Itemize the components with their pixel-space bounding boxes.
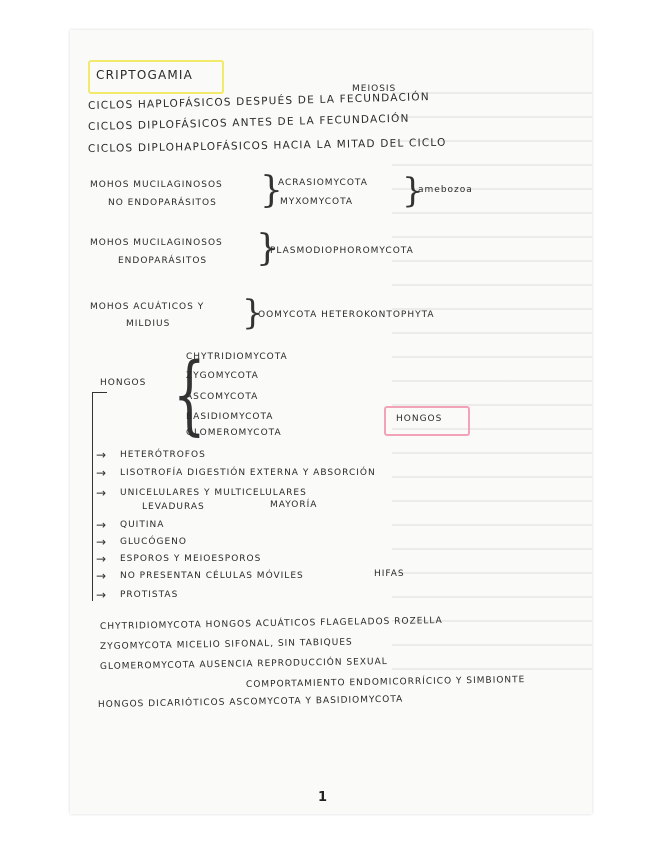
trait-8: PROTISTAS bbox=[120, 590, 179, 600]
arrow-2: → bbox=[96, 466, 107, 480]
group1-left-1: MOHOS MUCILAGINOSOS bbox=[90, 180, 223, 190]
trait-7: NO PRESENTAN CÉLULAS MÓVILES bbox=[120, 571, 304, 581]
arrow-5: → bbox=[96, 535, 107, 549]
page-number: 1 bbox=[318, 790, 328, 805]
arrow-1: → bbox=[96, 448, 107, 462]
summary-4: COMPORTAMIENTO ENDOMICORRÍCICO Y SIMBIONTE bbox=[245, 675, 526, 690]
hongos-box-label: HONGOS bbox=[396, 414, 443, 424]
summary-2: ZYGOMYCOTA MICELIO SIFONAL, SIN TABIQUES bbox=[99, 637, 353, 652]
phylum-3: ASCOMYCOTA bbox=[186, 392, 259, 402]
arrow-7: → bbox=[96, 569, 107, 583]
phylum-2: ZYGOMYCOTA bbox=[186, 371, 259, 381]
group1-brace-right: } bbox=[402, 171, 424, 211]
group2-left-1: MOHOS MUCILAGINOSOS bbox=[90, 238, 223, 248]
cycle-line-2: CICLOS DIPLOFÁSICOS ANTES DE LA FECUNDACIÓN bbox=[87, 112, 410, 133]
arrow-6: → bbox=[96, 552, 107, 566]
phylum-4: BASIDIOMYCOTA bbox=[186, 412, 274, 422]
phylum-5: GLOMEROMYCOTA bbox=[186, 428, 282, 438]
hongos-brace: } bbox=[172, 345, 206, 445]
arrow-3: → bbox=[96, 486, 107, 500]
trait-5: GLUCÓGENO bbox=[120, 537, 187, 547]
group1-brace-left: } bbox=[260, 170, 283, 211]
trait-7-note-hifas: HIFAS bbox=[374, 569, 405, 579]
bleed-through-texture bbox=[392, 70, 592, 670]
trait-3: UNICELULARES Y MULTICELULARES bbox=[120, 488, 307, 498]
cycle-line-3: CICLOS DIPLOHAPLOFÁSICOS HACIA LA MITAD DEL CICLO bbox=[87, 136, 447, 155]
trait-2: LISOTROFÍA DIGESTIÓN EXTERNA Y ABSORCIÓN bbox=[120, 468, 376, 478]
group3-left-1: MOHOS ACUÁTICOS Y bbox=[90, 302, 205, 312]
summary-3: GLOMEROMYCOTA AUSENCIA REPRODUCCIÓN SEXUAL bbox=[99, 656, 388, 672]
notebook-page bbox=[70, 30, 592, 814]
trait-1: HETERÓTROFOS bbox=[120, 450, 206, 460]
group3-left-2: MILDIUS bbox=[126, 319, 171, 329]
group1-left-2: NO ENDOPARÁSITOS bbox=[108, 198, 217, 208]
arrow-4: → bbox=[96, 518, 107, 532]
arrow-8: → bbox=[96, 588, 107, 602]
cycle-line-1: CICLOS HAPLOFÁSICOS DESPUÉS DE LA FECUNDACIÓN bbox=[87, 91, 431, 112]
trait-3-note-levaduras: LEVADURAS bbox=[142, 502, 205, 512]
group3-right: OOMYCOTA HETEROKONTOPHYTA bbox=[258, 310, 435, 320]
group2-left-2: ENDOPARÁSITOS bbox=[118, 256, 208, 266]
group2-right: PLASMODIOPHOROMYCOTA bbox=[270, 246, 414, 256]
summary-1: CHYTRIDIOMYCOTA HONGOS ACUÁTICOS FLAGELADOS ROZELLA bbox=[99, 616, 443, 632]
summary-5: HONGOS DICARIÓTICOS ASCOMYCOTA Y BASIDIOMYCOTA bbox=[97, 694, 404, 710]
phylum-1: CHYTRIDIOMYCOTA bbox=[186, 352, 288, 362]
group3-brace: } bbox=[242, 293, 264, 333]
meiosis-label: MEIOSIS bbox=[352, 84, 397, 94]
trait-3-note-mayoria: MAYORÍA bbox=[270, 500, 318, 510]
trait-6: ESPOROS Y MEIOESPOROS bbox=[120, 554, 262, 564]
group1-right-2: MYXOMYCOTA bbox=[280, 197, 354, 207]
hongos-label: HONGOS bbox=[100, 378, 147, 388]
page-title: CRIPTOGAMIA bbox=[96, 68, 194, 82]
group1-right-1: ACRASIOMYCOTA bbox=[278, 178, 368, 188]
trait-4: QUITINA bbox=[120, 520, 165, 530]
group2-brace: } bbox=[256, 228, 279, 269]
group1-extra: amebozoa bbox=[418, 185, 473, 195]
